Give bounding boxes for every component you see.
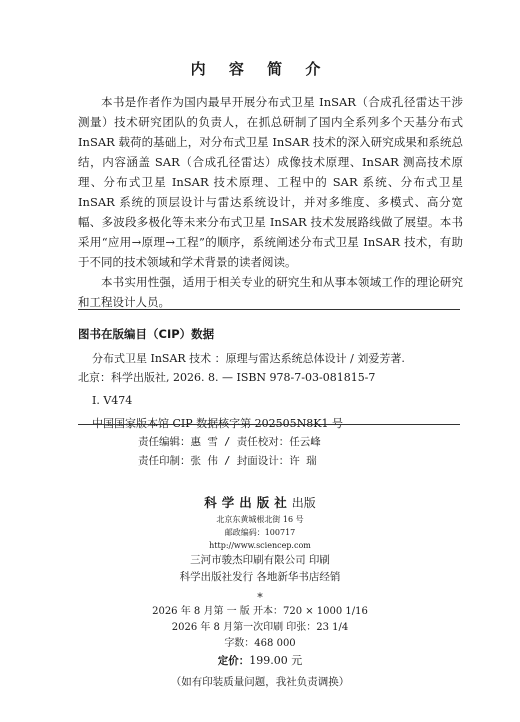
publisher-address: 北京东黄城根北街 16 号 <box>216 515 304 524</box>
word-count: 字数：468 000 <box>224 638 296 649</box>
cip-heading: 图书在版编目（CIP）数据 <box>78 327 215 341</box>
printer-line: 三河市骏杰印刷有限公司 印刷 <box>190 554 330 566</box>
price-label: 定价： <box>217 655 250 667</box>
price-line <box>0 652 520 670</box>
edition-line: 2026 年 8 月第 一 版 开本：720 × 1000 1/16 <box>152 606 368 617</box>
page-title: 内 容 简 介 <box>190 60 330 78</box>
publisher-website: http://www.sciencep.com <box>209 541 311 550</box>
staff-credits <box>138 433 321 471</box>
cip-classification-line: Ⅰ. V474 <box>92 394 133 407</box>
imprint-block <box>0 493 520 691</box>
cip-title-line: 分布式卫星 InSAR 技术 ：原理与雷达系统总体设计 / 刘爱芳著. <box>92 352 405 365</box>
printing-line: 2026 年 8 月第一次印刷 印张：23 1/4 <box>171 622 349 633</box>
cip-block <box>78 325 468 433</box>
intro-paragraph: 本书是作者作为国内最早开展分布式卫星 InSAR（合成孔径雷达干涉测量）技术研究团队的负责人，在抓总研制了国内全系列多个天基分布式 InSAR 载荷的基础上，对分布式卫星 InSAR 技术的深入研究成果和系统总结，内容涵盖 SAR（合成孔径雷达）成像技术原理、InSAR 测高技术原理、分布式卫星 InSAR 技术原理、工程中的 SAR 系统、分布式卫星 InSAR 系统的顶层设计与雷达系统设计，并对多维度、多模式、高分宽幅、多波段多极化等未来分布式卫星 InSAR 技术发展路线做了展望。本书采用“应用→原理→工程”的顺序，系统阐述分布式卫星 InSAR 技术，有助于不同的技术领域和学术背景的读者阅读。 <box>78 95 463 269</box>
publisher-logo: 科学出版社 <box>204 495 292 510</box>
cip-publication-line: 北京：科学出版社, 2026. 8. — ISBN 978-7-03-081815-7 <box>78 371 376 384</box>
intro-text <box>78 92 463 312</box>
cip-number-line: 中国国家版本馆 CIP 数据核字第 202505N8K1 号 <box>92 417 343 430</box>
publisher-postcode: 邮政编码：100717 <box>224 528 296 537</box>
separator-star: * <box>257 591 263 604</box>
staff-line: 责任印制：张 伟 / 封面设计：许 瑞 <box>138 455 317 467</box>
staff-line: 责任编辑：惠 雪 / 责任校对：任云峰 <box>138 436 321 448</box>
bottom-divider <box>78 424 460 425</box>
publisher-line <box>0 493 520 511</box>
top-divider <box>78 309 460 310</box>
quality-notice: （如有印装质量问题，我社负责调换） <box>170 676 350 688</box>
price-value: 199.00 元 <box>249 654 303 667</box>
distribution-line: 科学出版社发行 各地新华书店经销 <box>179 571 341 583</box>
publisher-suffix: 出版 <box>291 496 316 510</box>
intro-paragraph: 本书实用性强，适用于相关专业的研究生和从事本领域工作的理论研究和工程设计人员。 <box>78 275 463 309</box>
